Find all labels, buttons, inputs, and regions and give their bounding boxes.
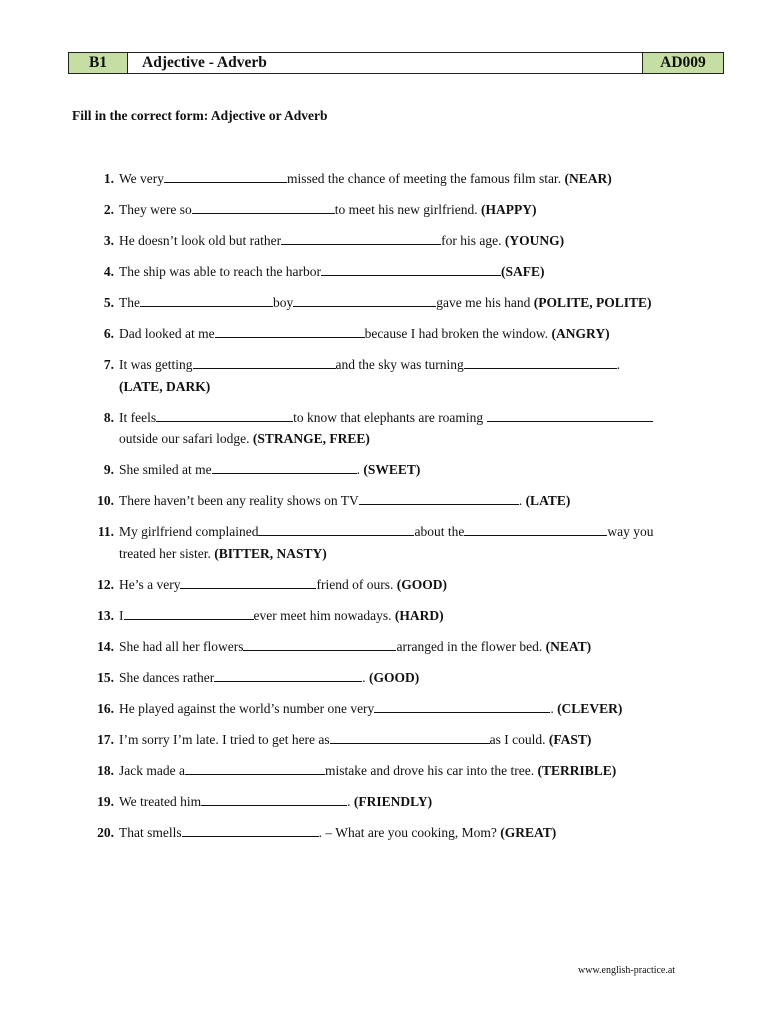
text-segment: friend of ours. (316, 576, 394, 592)
blank (212, 461, 357, 474)
blank (487, 409, 653, 422)
keyword: (STRANGE, FREE) (252, 431, 370, 446)
item-number: 4. (103, 264, 114, 279)
text-segment: boy (273, 295, 294, 310)
item-number: 16. (97, 700, 114, 716)
worksheet-header (68, 52, 724, 74)
keyword: (YOUNG) (504, 233, 565, 248)
text-segment: She had all her flowers (119, 638, 244, 654)
blank (182, 824, 319, 837)
text-segment: They were so (119, 202, 192, 217)
blank (464, 356, 617, 369)
keyword: (GOOD) (368, 669, 420, 685)
item-number: 17. (97, 731, 114, 747)
text-segment: The (119, 295, 140, 310)
item-number: 11. (97, 524, 114, 539)
keyword: (HARD) (394, 607, 444, 623)
text-segment: and the sky was turning (335, 357, 464, 372)
text-segment: . (356, 462, 360, 477)
text-segment: The ship was able to reach the harbor (119, 264, 322, 279)
text-segment: as I could. (489, 731, 546, 747)
item-number: 13. (97, 607, 114, 623)
exercise-item (72, 292, 702, 314)
keyword: (BITTER, NASTY) (214, 545, 327, 561)
exercise-item (72, 698, 702, 720)
text-segment: She smiled at me (119, 462, 212, 477)
exercise-item (72, 407, 702, 450)
text-segment: for his age. (441, 233, 502, 248)
exercise-item (72, 354, 702, 397)
level-cell: B1 (69, 53, 128, 73)
keyword: (FAST) (548, 731, 592, 747)
blank (464, 523, 607, 536)
blank (359, 492, 519, 505)
exercise-item (72, 574, 702, 596)
keyword: (NEAR) (564, 171, 612, 186)
text-segment: It feels (119, 409, 157, 425)
blank (192, 201, 335, 214)
item-number: 9. (103, 462, 114, 477)
keyword: (NEAT) (545, 638, 592, 654)
keyword: (ANGRY) (551, 326, 610, 341)
text-segment: He played against the world’s number one very (119, 700, 375, 716)
exercise-item (72, 261, 702, 283)
item-number: 1. (103, 171, 114, 186)
item-number: 2. (103, 202, 114, 217)
item-number: 7. (103, 357, 114, 372)
exercise-list (72, 168, 702, 853)
footer-url: www.english-practice.at (578, 965, 676, 976)
item-number: 20. (97, 824, 114, 840)
keyword: (LATE, DARK) (119, 378, 211, 394)
blank (140, 294, 273, 307)
blank (374, 700, 550, 713)
text-segment: I (119, 607, 124, 623)
keyword: (TERRIBLE) (537, 762, 617, 778)
blank (201, 793, 347, 806)
code-cell: AD009 (643, 53, 723, 73)
keyword: (SWEET) (363, 462, 421, 477)
text-segment: to know that elephants are roaming (293, 409, 484, 425)
text-segment: . (347, 793, 351, 809)
text-segment: We very (119, 171, 165, 186)
blank (293, 294, 436, 307)
keyword: (HAPPY) (480, 202, 537, 217)
exercise-item (72, 168, 702, 190)
text-segment: . (362, 669, 366, 685)
text-segment: to meet his new girlfriend. (334, 202, 478, 217)
item-number: 10. (97, 493, 114, 508)
text-segment: missed the chance of meeting the famous film star. (287, 171, 562, 186)
keyword: (POLITE, POLITE) (533, 295, 652, 310)
keyword: (GREAT) (500, 824, 557, 840)
exercise-item (72, 199, 702, 221)
text-segment: . (616, 357, 621, 372)
exercise-item (72, 323, 702, 345)
item-number: 15. (97, 669, 114, 685)
text-segment: She dances rather (119, 669, 215, 685)
text-segment: Jack made a (119, 762, 185, 778)
text-segment: because I had broken the window. (364, 326, 549, 341)
text-segment: That smells (119, 824, 182, 840)
text-segment: treated her sister. (119, 545, 211, 561)
text-segment: arranged in the flower bed. (396, 638, 543, 654)
item-number: 3. (103, 233, 114, 248)
item-number: 19. (97, 793, 114, 809)
blank (164, 170, 287, 183)
item-number: 5. (103, 295, 114, 310)
blank (156, 409, 293, 422)
text-segment: ever meet him nowadays. (253, 607, 392, 623)
text-segment: We treated him (119, 793, 202, 809)
text-segment: gave me his hand (436, 295, 531, 310)
blank (258, 523, 414, 536)
item-number: 8. (103, 409, 114, 425)
keyword: (CLEVER) (557, 700, 623, 716)
item-number: 14. (97, 638, 114, 654)
blank (243, 638, 396, 651)
exercise-item (72, 636, 702, 658)
text-segment: My girlfriend complained (119, 524, 259, 539)
exercise-item (72, 729, 702, 751)
item-number: 18. (97, 762, 114, 778)
text-segment: outside our safari lodge. (119, 431, 250, 446)
blank (185, 762, 325, 775)
blank (180, 576, 316, 589)
exercise-item (72, 521, 702, 564)
text-segment: I’m sorry I’m late. I tried to get here as (119, 731, 330, 747)
text-segment: It was getting (119, 357, 193, 372)
exercise-item (72, 667, 702, 689)
exercise-item (72, 230, 702, 252)
text-segment: There haven’t been any reality shows on TV (119, 493, 359, 508)
exercise-item (72, 490, 702, 512)
item-number: 12. (97, 576, 114, 592)
text-segment: . (550, 700, 554, 716)
blank (214, 669, 362, 682)
text-segment: . (518, 493, 523, 508)
exercise-item (72, 605, 702, 627)
keyword: (GOOD) (396, 576, 447, 592)
instruction: Fill in the correct form: Adjective or Adverb (72, 108, 328, 123)
blank (124, 607, 254, 620)
text-segment: mistake and drove his car into the tree. (324, 762, 535, 778)
item-number: 6. (103, 326, 114, 341)
keyword: (LATE) (525, 493, 571, 508)
exercise-item (72, 791, 702, 813)
text-segment: He doesn’t look old but rather (119, 233, 282, 248)
blank (281, 232, 441, 245)
blank (193, 356, 336, 369)
text-segment: He’s a very (119, 576, 181, 592)
text-segment: about the (414, 524, 465, 539)
exercise-item (72, 459, 702, 481)
text-segment: Dad looked at me (119, 326, 215, 341)
blank (321, 263, 501, 276)
title-cell: Adjective - Adverb (128, 53, 643, 73)
text-segment: . – What are you cooking, Mom? (318, 824, 497, 840)
exercise-item (72, 760, 702, 782)
keyword: (SAFE) (501, 264, 545, 279)
exercise-item (72, 822, 702, 844)
keyword: (FRIENDLY) (353, 793, 433, 809)
blank (215, 325, 365, 338)
text-segment: way you (607, 524, 654, 539)
blank (330, 731, 490, 744)
